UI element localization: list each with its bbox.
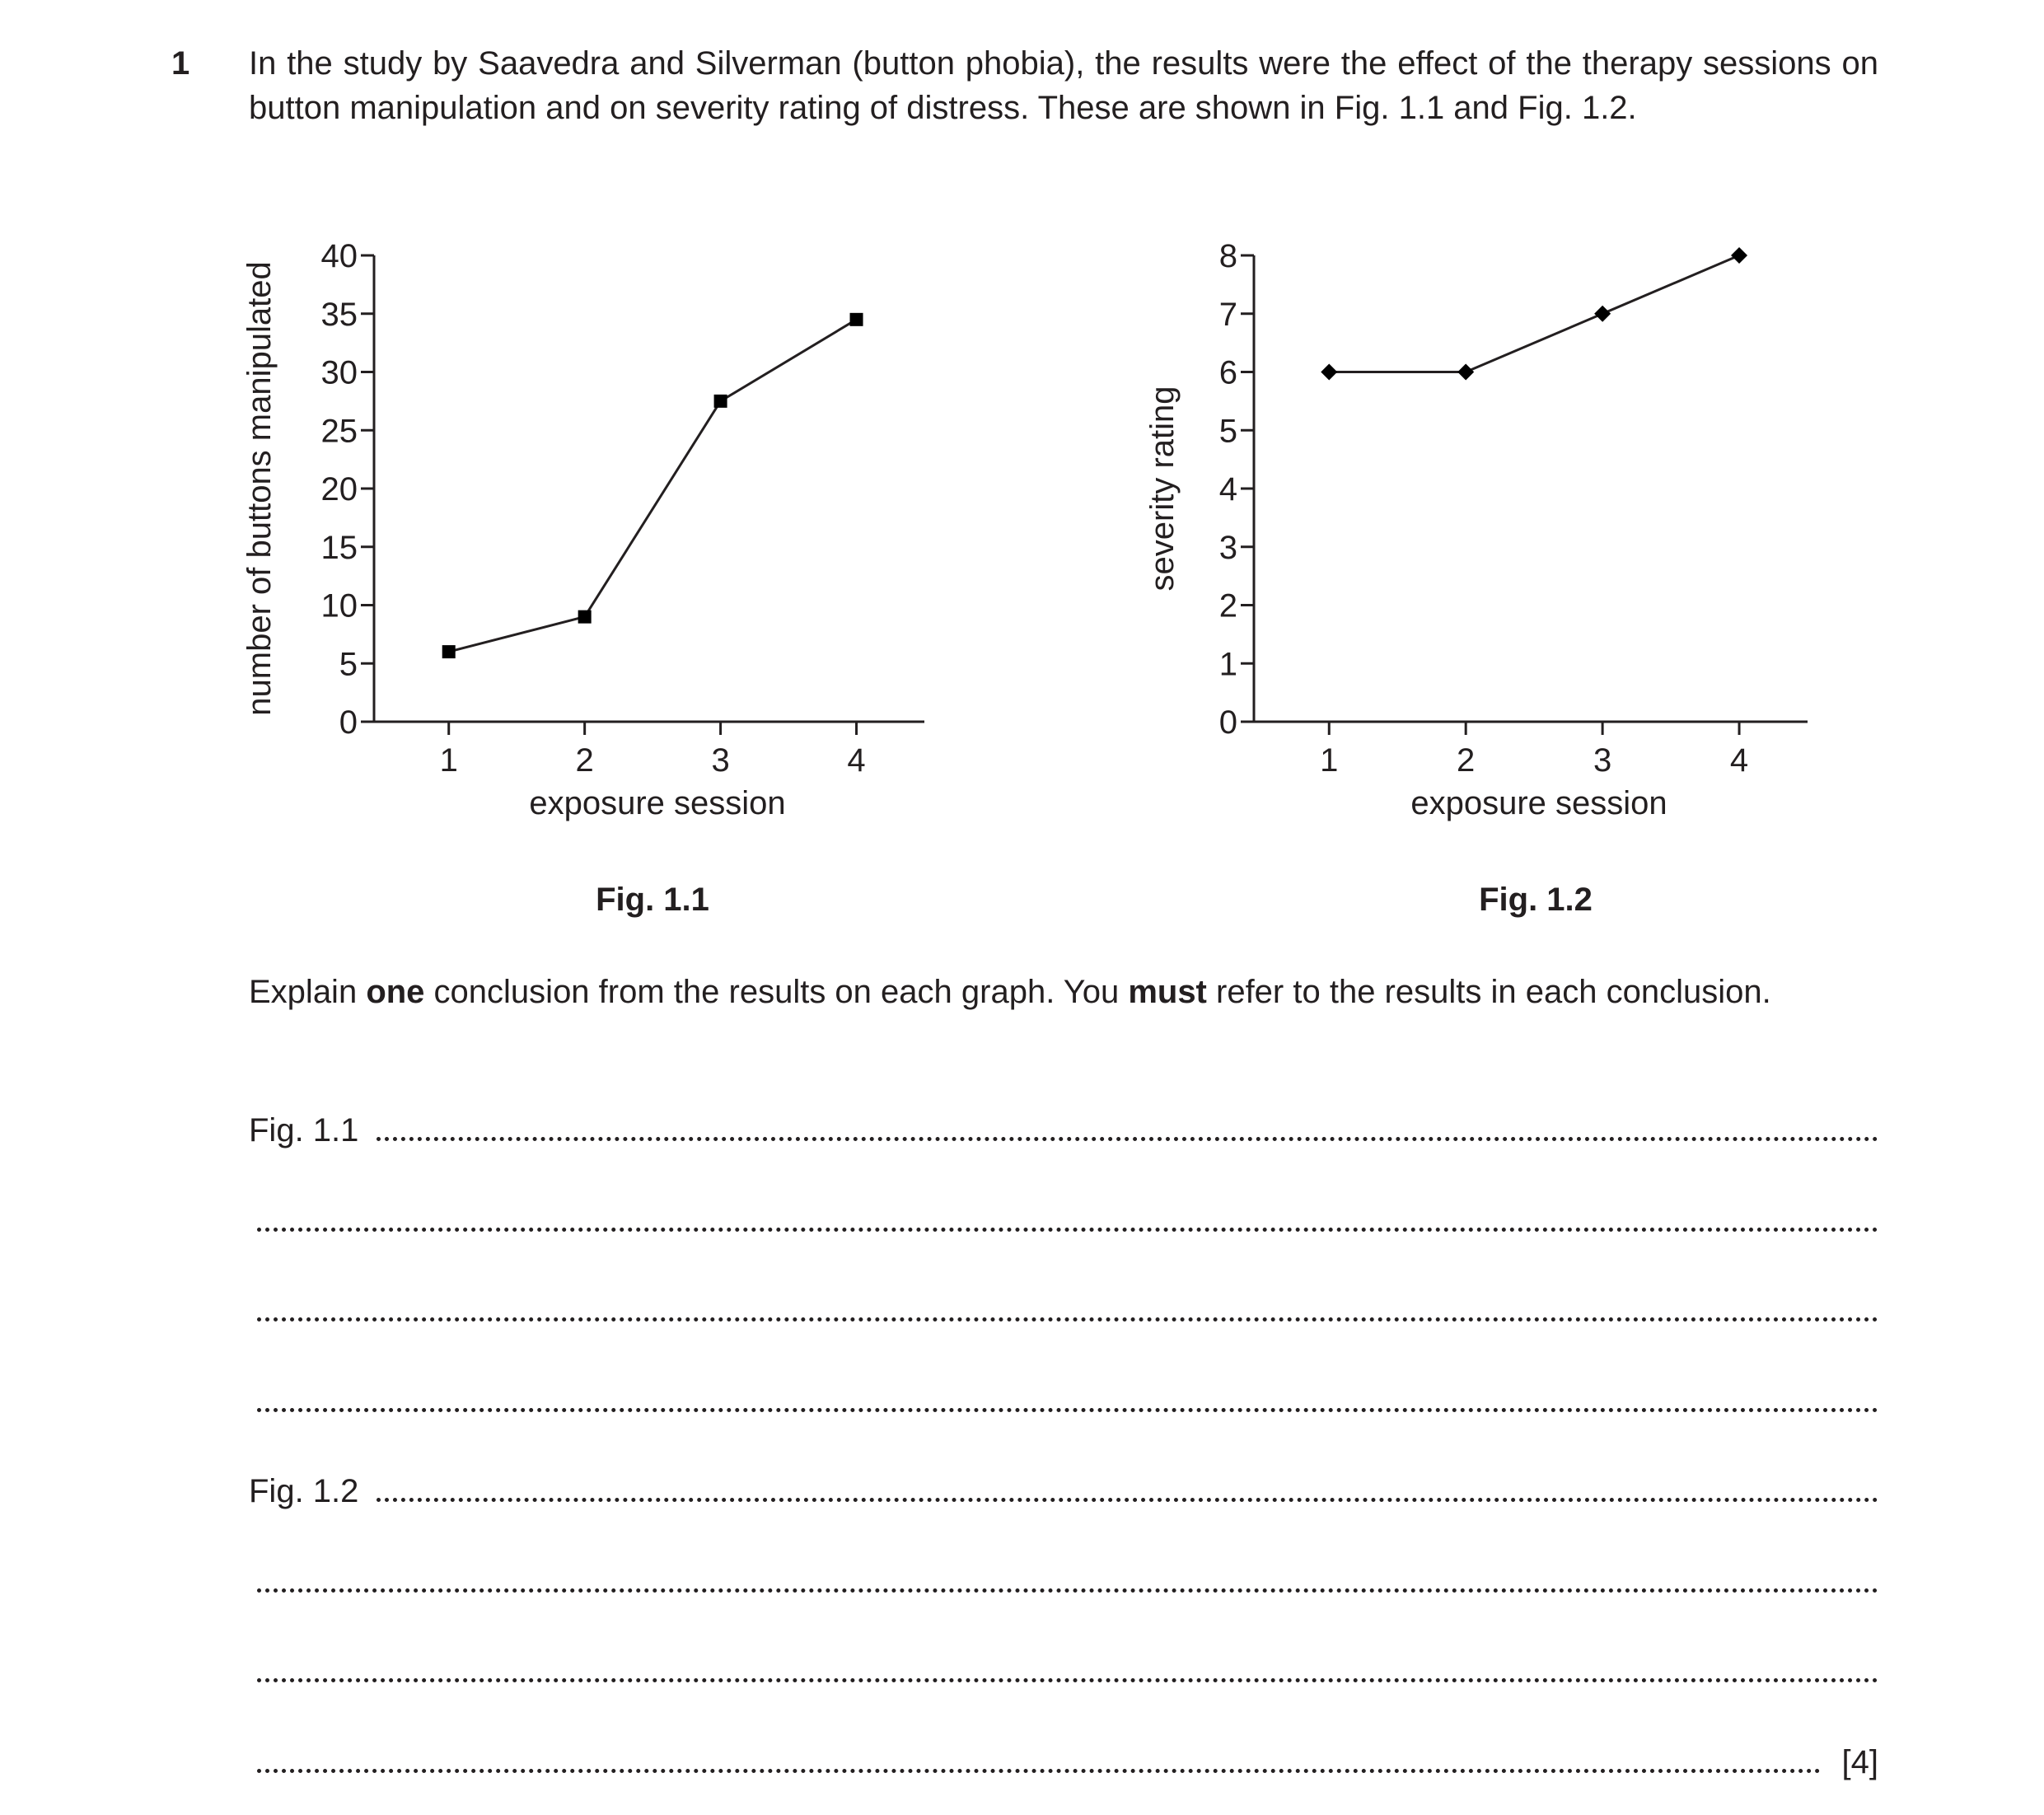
instruction-emphasis-one: one xyxy=(366,974,425,1010)
marks-indicator: [4] xyxy=(1841,1744,1878,1780)
instruction-text-2: conclusion from the results on each graph. You xyxy=(424,974,1129,1010)
data-point xyxy=(1457,364,1474,381)
data-point xyxy=(1594,306,1611,322)
y-tick-label: 2 xyxy=(1218,587,1237,624)
figure-1-1-caption: Fig. 1.1 xyxy=(596,882,709,918)
dotted-line[interactable] xyxy=(257,1588,1878,1593)
x-tick-label: 3 xyxy=(711,742,730,779)
data-point xyxy=(578,610,592,624)
y-axis-label: severity rating xyxy=(1144,386,1181,592)
dotted-line[interactable] xyxy=(257,1317,1878,1321)
x-tick-label: 4 xyxy=(847,742,866,779)
instruction-text-1: Explain xyxy=(249,974,367,1010)
y-tick-label: 8 xyxy=(1218,238,1237,274)
y-tick-label: 5 xyxy=(339,646,358,683)
y-tick-label: 25 xyxy=(320,413,358,450)
y-tick-label: 4 xyxy=(1218,471,1237,508)
x-tick-label: 1 xyxy=(1320,742,1339,779)
y-tick-label: 15 xyxy=(320,529,358,566)
data-point xyxy=(1731,247,1747,264)
dotted-line[interactable] xyxy=(377,1498,1878,1502)
question-intro: In the study by Saavedra and Silverman (button phobia), the results were the effect of the therapy sessions on button manipulation and on severity rating of distress. These are shown in Fig. 1.1 and Fig. 1.2. xyxy=(249,45,1878,126)
y-tick-label: 0 xyxy=(1218,704,1237,741)
answer-line[interactable] xyxy=(257,1385,1878,1418)
data-point xyxy=(1321,364,1337,381)
dotted-line[interactable] xyxy=(257,1228,1878,1232)
question-number: 1 xyxy=(171,45,190,82)
answer-line-final[interactable] xyxy=(257,1746,1878,1779)
y-tick-label: 20 xyxy=(320,471,358,508)
data-point xyxy=(442,645,456,658)
x-tick-label: 2 xyxy=(575,742,594,779)
chart-fig-1-1 xyxy=(241,238,924,821)
figure-1-2-caption: Fig. 1.2 xyxy=(1479,882,1593,918)
answer-label: Fig. 1.1 xyxy=(249,1112,359,1148)
answer-line[interactable] xyxy=(257,1655,1878,1688)
y-tick-label: 7 xyxy=(1218,296,1237,333)
y-tick-label: 3 xyxy=(1218,529,1237,566)
instruction-emphasis-must: must xyxy=(1128,974,1207,1010)
dotted-line[interactable] xyxy=(257,1678,1878,1682)
data-point xyxy=(714,395,727,408)
x-axis-label: exposure session xyxy=(1410,785,1667,821)
y-tick-label: 6 xyxy=(1218,354,1237,391)
dotted-line[interactable] xyxy=(257,1408,1878,1412)
answer-line[interactable] xyxy=(257,1294,1878,1327)
data-point xyxy=(850,313,863,326)
y-tick-label: 1 xyxy=(1218,646,1237,683)
series-line xyxy=(449,320,857,652)
x-tick-label: 3 xyxy=(1593,742,1612,779)
y-axis-label: number of buttons manipulated xyxy=(241,261,278,716)
x-axis-label: exposure session xyxy=(529,785,786,821)
series-line xyxy=(1329,255,1739,372)
x-tick-label: 4 xyxy=(1729,742,1749,779)
chart-fig-1-2 xyxy=(1144,238,1808,821)
answer-line[interactable] xyxy=(257,1565,1878,1598)
y-tick-label: 35 xyxy=(320,296,358,333)
dotted-line[interactable] xyxy=(377,1137,1878,1141)
y-tick-label: 0 xyxy=(339,704,358,741)
x-tick-label: 2 xyxy=(1457,742,1476,779)
x-tick-label: 1 xyxy=(439,742,458,779)
answer-line-fig-1-2[interactable] xyxy=(249,1475,1878,1508)
answer-line-fig-1-1[interactable] xyxy=(249,1114,1878,1147)
answer-line[interactable] xyxy=(257,1205,1878,1237)
y-tick-label: 5 xyxy=(1218,413,1237,450)
instruction-text-3: refer to the results in each conclusion. xyxy=(1206,974,1771,1010)
answer-label: Fig. 1.2 xyxy=(249,1473,359,1509)
y-tick-label: 10 xyxy=(320,587,358,624)
question-instruction xyxy=(249,970,1878,1014)
dotted-line[interactable] xyxy=(257,1769,1821,1773)
y-tick-label: 40 xyxy=(320,238,358,274)
y-tick-label: 30 xyxy=(320,354,358,391)
